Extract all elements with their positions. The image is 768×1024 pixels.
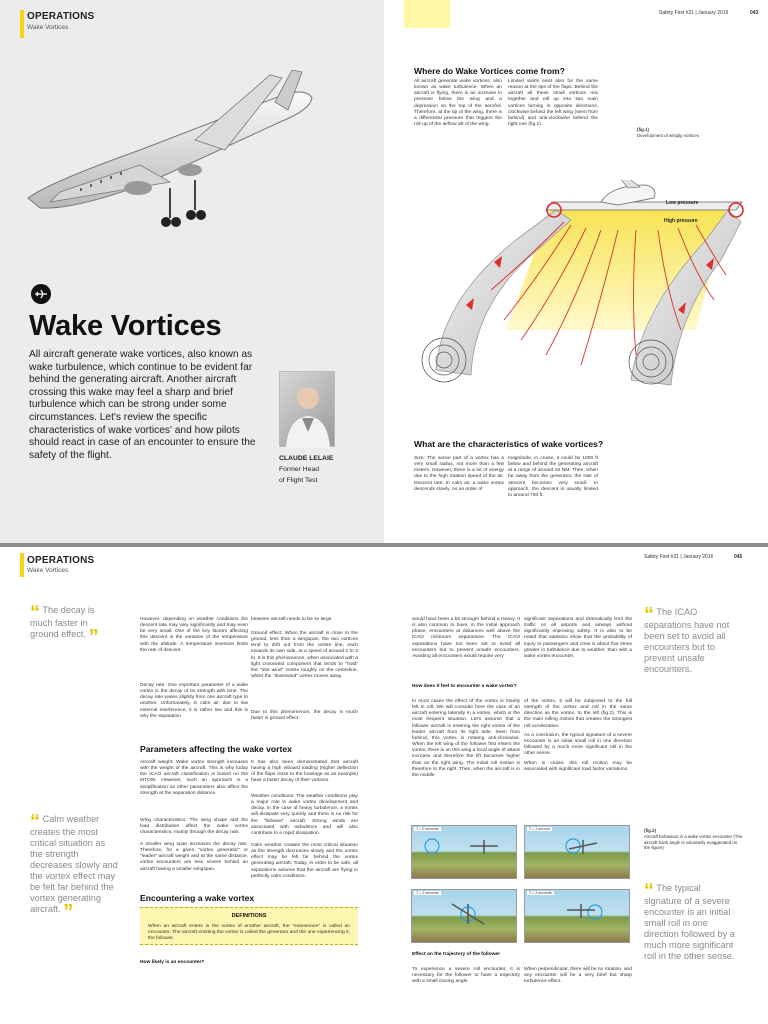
text-col-1b: Decay rate: One important parameter of a wake vortex is the decay of its strength with time. The decay rate varies slightly from one aircraft type to another. Unfortunately, in calm air, due to low external interference, it is rather low and this is why the separation	[140, 683, 248, 719]
aircraft-icon	[31, 284, 51, 304]
text-col-2a: between aircraft needs to be so large.	[251, 617, 333, 622]
wingtip-vortex-diagram	[396, 180, 756, 390]
bottom-spread	[0, 547, 768, 1024]
text-col-4a: significant separations and dramatically limit the traffic on all airports and airways without significantly improving safety. It is also to be noted that statistics show that the probability of injury to passengers and crew is about five times greater in turbulence due to weather, than with a wake vortex encounter.	[524, 617, 632, 659]
section-label: OPERATIONS	[27, 555, 95, 566]
aircraft-photo	[20, 70, 320, 240]
characteristics-col-1: Size: The active part of a vortex has a very small radius, not more than a few meters. However, there is a lot of energy due to the high rotation speed of the air. Descent rate: In calm air, a wake vortex descends slowly. As an order of	[414, 456, 504, 492]
text-col-4e: When perpendicular, there will be no rotation, and any encounter will be a very brief but sharp turbulence effect.	[524, 967, 632, 985]
fig1-caption: Development of wingtip vortices	[637, 133, 699, 138]
subsection-label: Wake Vortices	[27, 567, 69, 574]
section-label: OPERATIONS	[27, 11, 95, 22]
lead-paragraph: All aircraft generate wake vortices, also known as wake turbulence, which continue to be evident far behind the generating aircraft. Another aircraft crossing this wake may feel a sharp and brief turbulence which can be strong under some circumstances. Let's review the specific characteristics of wake vortices' and how pilots should react in case of an encounter to ensure the safety of the flight.	[29, 349, 256, 461]
pull-quote-signature: “ The typical signature of a severe encounter is an initial small roll in one direction followed by a much more significant roll in the other sense.	[644, 880, 735, 961]
heading-encountering: Encountering a wake vortex	[140, 893, 255, 903]
author-photo	[279, 371, 335, 447]
origin-col-1: All aircraft generate wake vortices, also known as wake turbulence. When an aircraft is flying, there is an increase in pressure below the wing and a depression on the top of the aerofoil. Therefore, at the tip of the wing, there is a differential pressure that triggers the roll-up of the airflow aft of the wing.	[414, 79, 502, 128]
params-calm: Calm weather creates the most critical situation as the strength decreases slowly and the vortex effect may be felt far behind the vortex generating aircraft. Today, in order to be safe, all separations assume that the aircraft are flying in perfectly calm conditions.	[251, 843, 358, 879]
fig2-caption: Aircraft behaviour in a wake vortex encounter (The aircraft bank angle is voluntarily exaggerated on the figure)	[644, 834, 743, 851]
text-col-1a: However, depending on weather conditions the descent rate may vary significantly and may even be very small. One of the key factors affecting this descent is the variation of the temperature with the altitude. A temperature inversion limits the rate of descent.	[140, 617, 248, 653]
text-col-3c: To experience a severe roll encounter, it is necessary for the follower to have a trajectory with a small closing angle	[412, 967, 520, 985]
heading-how-likely: How likely is an encounter?	[140, 960, 205, 965]
params-inboard: It has also been demonstrated that aircraft having a high inboard loading (higher deflection of the flaps close to the fuselage as an example) have a faster decay of their vortices.	[251, 760, 358, 784]
text-col-4c: As a conclusion, the typical signature of a severe encounter is an initial small roll in one direction followed by a much more significant roll in the other sense.	[524, 733, 632, 757]
characteristics-col-2: magnitude, in cruise, it could be 1000 ft below and behind the generating aircraft at a range of around 15 NM. Then, when far away from the generator, the rate of descent becomes very small. In approach, the descent is usually limited to around 700 ft.	[508, 456, 598, 498]
article-title: Wake Vortices	[29, 310, 222, 342]
definitions-text: When an aircraft enters in the vortex of another aircraft, the "manoeuvre" is called an encounter. The aircraft emitting the vortex is called the generator and the one experiencing it, the follower.	[148, 924, 350, 942]
text-col-3b: In most cases the effect of the vortex is mainly felt in roll. We will consider here the case of an aircraft entering laterally in a vortex, which is the most frequent situation. Let's assume that a follower aircraft is entering the right vortex of the leader aircraft from its right side. Seen from behind, this vortex is rotating anti-clockwise. When the left wing of the follower first enters the vortex, there is on this wing a local angle of attack increase and therefore the lift becomes higher than on the right wing. The initial roll motion is therefore to the right. Then, when the aircraft is in the middle	[412, 699, 520, 778]
text-col-4d: When in cruise, this roll motion may be associated with significant load factor variations.	[524, 761, 632, 773]
pull-quote-ground-effect: “ The decay is much faster in ground effect. ”	[30, 602, 99, 648]
left-page	[0, 0, 384, 543]
fig2-frame-t2: T = 2 seconds	[411, 889, 517, 943]
fig2-frame-t0: T = 0 seconds	[411, 825, 517, 879]
pull-quote-calm-weather: “ Calm weather creates the most critical situation as the strength decreases slowly and the vortex effect may be felt far behind the vortex generating aircraft. ”	[30, 811, 118, 923]
page-number: 043	[750, 10, 759, 16]
heading-trajectory: Effect on the trajectory of the follower	[412, 952, 501, 957]
author-role-line1: Former Head	[279, 466, 320, 473]
header-accent-block	[404, 0, 450, 28]
page-header: Safety First #21 | January 2016	[659, 10, 729, 16]
section-bar	[20, 10, 24, 38]
text-col-4b: of the vortex, it will be subjected to the full strength of the vortex and roll in the same direction as the vortex, to the left (fig.2). This is the main rolling motion that creates the strongest roll acceleration.	[524, 699, 632, 729]
text-col-2c: Due to this phenomenon, the decay is much faster in ground effect.	[251, 710, 358, 722]
heading-characteristics: What are the characteristics of wake vortices?	[414, 439, 604, 449]
right-page	[384, 0, 768, 543]
subsection-label: Wake Vortices	[27, 24, 69, 31]
fig2-frame-t1: T = 1 second	[524, 825, 630, 879]
params-wingspan: A smaller wing span increases the decay rate. Therefore, for a given "vortex generator" or "leader" aircraft weight and at the same distance, vortex encounters are less severe behind an aircraft having a smaller wingspan.	[140, 842, 248, 872]
text-col-2b: Ground effect: When the aircraft is close to the ground, less than a wingspan, the two vortices tend to drift out from the centre line, each towards its own side, at a speed of around 2 to 3 kt. It is this phenomenon, when associated with a light crosswind component that tends to "hold" the "into wind" vortex roughly on the centreline, whilst the "downwind" vortex moves away.	[251, 631, 358, 680]
heading-how-it-feels: How does it feel to encounter a wake vortex?	[412, 684, 517, 689]
fig2-frame-t3: T = 3 seconds	[524, 889, 630, 943]
author-name: CLAUDE LELAIE	[279, 455, 334, 462]
page-header: Safety First #21 | January 2016	[644, 554, 714, 560]
params-weather: Weather conditions: The weather conditions play a major role in wake vortex development and decay. In the case of heavy turbulence, a vortex will dissipate very quickly and there is no risk for the "follower" aircraft. Strong winds are associated with turbulence and will also contribute to a rapid dissipation.	[251, 794, 358, 836]
page-number: 045	[734, 554, 743, 560]
params-wing: Wing characteristics: The wing shape and the load distribution affect the wake vortex characteristics, mainly through the decay rate.	[140, 818, 248, 836]
fig1-label: (fig.1)	[637, 127, 649, 132]
params-weight: Aircraft weight: Wake vortex strength increases with the weight of the aircraft. This is why today the ICAO aircraft classification is based on the MTOW. However, such an approach is a simplification as other parameters also affect the strength at the separation distance.	[140, 760, 248, 796]
heading-parameters: Parameters affecting the wake vortex	[140, 744, 292, 754]
origin-col-2: Limited swirls exist also for the same reason at the tips of the flaps. Behind the aircraft all these small vortices mix together and roll up into two main vortices turning in opposite directions, clockwise behind the left wing (seen from behind) and anti-clockwise behind the right one (fig.1).	[508, 79, 598, 128]
high-pressure-label: High pressure	[664, 218, 698, 224]
low-pressure-label: Low pressure	[666, 200, 699, 206]
author-role-line2: of Flight Test	[279, 477, 318, 484]
definitions-box	[140, 907, 358, 945]
pull-quote-icao: “ The ICAO separations have not been set to avoid all encounters but to prevent unsafe encounters.	[644, 604, 730, 674]
section-bar	[20, 553, 24, 577]
definitions-title: DEFINITIONS	[231, 913, 267, 919]
heading-origin: Where do Wake Vortices come from?	[414, 66, 565, 76]
text-col-3a: would have been a bit stronger behind a Heavy. It is also common to have, in the initial approach phase, encounters at distances well above the ICAO minimum separations. The ICAO separations have not been set to avoid all encounters but to prevent unsafe encounters. Avoiding all encounters would require very	[412, 617, 520, 659]
fig2-label: (fig.2)	[644, 828, 656, 833]
